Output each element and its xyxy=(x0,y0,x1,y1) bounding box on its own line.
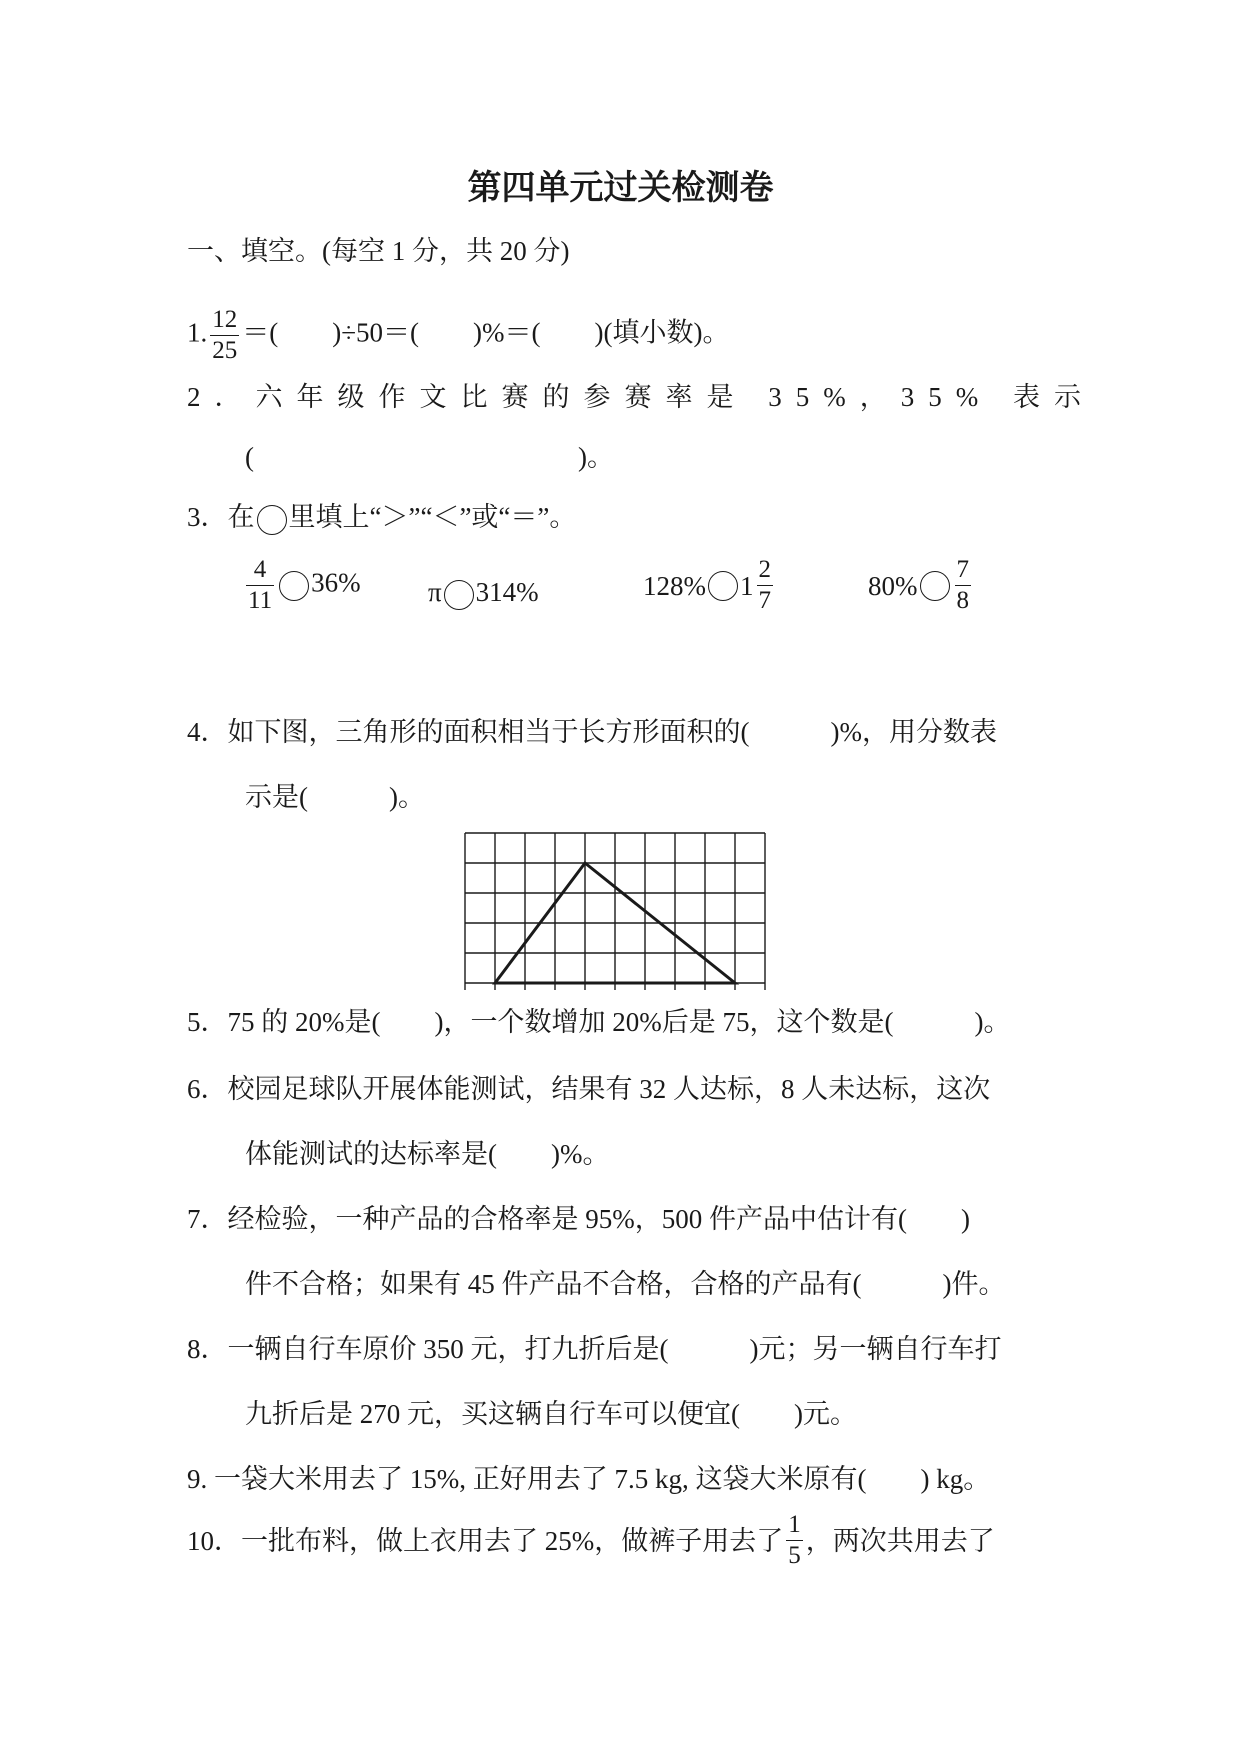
compare-circle-icon[interactable] xyxy=(708,571,738,601)
question-4-line2: 示是( )。 xyxy=(245,782,425,812)
question-6-line2: 体能测试的达标率是( )%。 xyxy=(245,1139,610,1169)
q10-text-after: ，两次共用去了 xyxy=(805,1525,995,1556)
q3-item3-num: 2 xyxy=(757,555,774,586)
question-10 xyxy=(187,1510,995,1571)
page-title: 第四单元过关检测卷 xyxy=(467,168,774,208)
q3-item3-fraction xyxy=(757,555,774,616)
question-8-line2: 九折后是 270 元，买这辆自行车可以便宜( )元。 xyxy=(245,1399,857,1429)
q3-item3-den: 7 xyxy=(758,587,771,614)
q3-text-before: 3．在 xyxy=(187,502,255,532)
compare-circle-icon[interactable] xyxy=(279,571,309,601)
q3-item3-whole: 1 xyxy=(740,570,754,601)
q3-item3-left: 128% xyxy=(643,570,706,601)
question-4: 4．如下图，三角形的面积相当于长方形面积的( )%，用分数表 xyxy=(187,717,997,747)
q3-item2-left: π xyxy=(428,577,442,607)
compare-circle-icon[interactable] xyxy=(444,580,474,610)
question-3 xyxy=(187,500,576,535)
q3-item4-left: 80% xyxy=(868,570,918,601)
grid-figure xyxy=(464,832,766,995)
q10-frac-den: 5 xyxy=(788,1542,801,1569)
q1-text: ＝( )÷50＝( )%＝( )(填小数)。 xyxy=(242,317,730,348)
q10-frac-num: 1 xyxy=(786,1510,803,1541)
compare-circle-icon xyxy=(257,505,287,535)
q3-item4-den: 8 xyxy=(956,587,969,614)
question-6: 6．校园足球队开展体能测试，结果有 32 人达标，8 人未达标，这次 xyxy=(187,1074,991,1104)
q10-text-before: 10．一批布料，做上衣用去了 25%，做裤子用去了 xyxy=(187,1525,784,1556)
q1-frac-num: 12 xyxy=(210,305,239,336)
question-2: 2．六年级作文比赛的参赛率是 35%，35% 表示 xyxy=(187,382,1095,412)
q1-frac-den: 25 xyxy=(212,337,238,364)
compare-circle-icon[interactable] xyxy=(920,571,950,601)
q3-item-2 xyxy=(428,575,539,610)
question-7-line2: 件不合格；如果有 45 件产品不合格，合格的产品有( )件。 xyxy=(245,1269,1006,1299)
question-9: 9. 一袋大米用去了 15%, 正好用去了 7.5 kg, 这袋大米原有( ) kg。 xyxy=(187,1464,991,1494)
q1-number: 1. xyxy=(187,317,208,348)
question-8: 8．一辆自行车原价 350 元，打九折后是( )元；另一辆自行车打 xyxy=(187,1334,1002,1364)
q3-item-4 xyxy=(868,555,974,616)
section-heading: 一、填空。(每空 1 分，共 20 分) xyxy=(187,236,570,266)
q3-item2-right: 314% xyxy=(475,577,539,607)
q3-item4-num: 7 xyxy=(955,555,972,586)
q3-item1-right: 36% xyxy=(311,567,361,598)
question-1 xyxy=(187,305,730,366)
q3-item-1 xyxy=(243,555,361,616)
q3-item-3 xyxy=(643,555,776,616)
q3-item1-fraction xyxy=(246,555,274,616)
q10-fraction xyxy=(786,1510,803,1571)
q3-item1-den: 11 xyxy=(248,587,273,614)
question-5: 5．75 的 20%是( )，一个数增加 20%后是 75，这个数是( )。 xyxy=(187,1007,1011,1037)
question-2-answer-line: ( )。 xyxy=(245,442,614,472)
q1-fraction xyxy=(210,305,239,366)
grid-rectangle-triangle xyxy=(464,832,766,990)
q3-item3-mixed xyxy=(740,555,776,616)
q3-item1-num: 4 xyxy=(246,555,274,586)
q3-item4-fraction xyxy=(955,555,972,616)
question-7: 7．经检验，一种产品的合格率是 95%，500 件产品中估计有( ) xyxy=(187,1204,970,1234)
q3-text-after: 里填上“＞”“＜”或“＝”。 xyxy=(288,502,577,532)
